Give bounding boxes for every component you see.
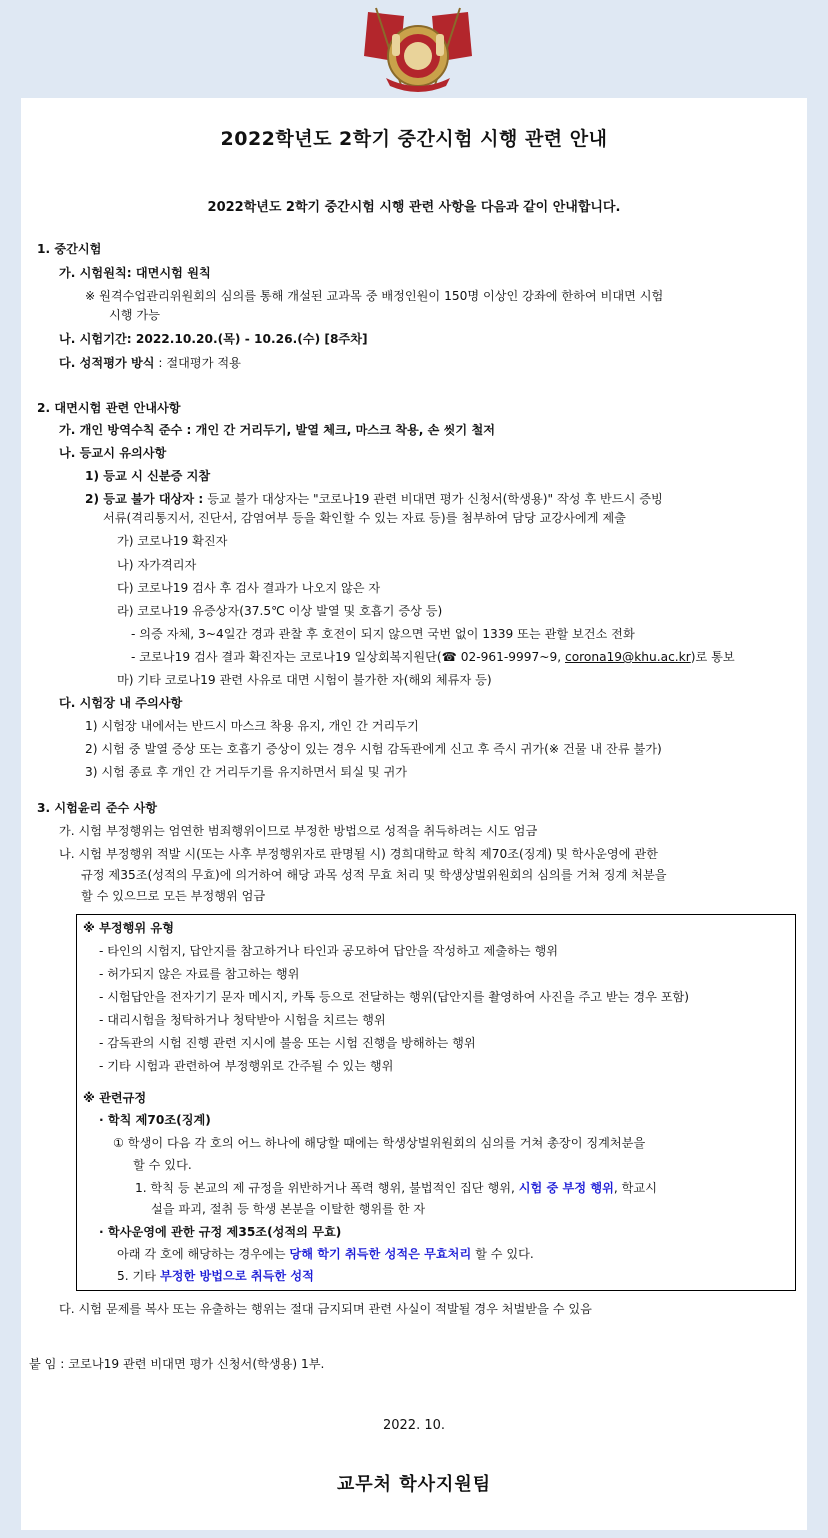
s3-item-b-cont-2: 할 수 있으므로 모든 부정행위 엄금 xyxy=(81,889,266,903)
s1-item-a: 가. 시험원칙: 대면시험 원칙 xyxy=(59,266,211,280)
reg-1-line-3: 1. 학칙 등 본교의 제 규정을 위반하거나 폭력 행위, 불법적인 집단 행위, 시험 중 부정 행위, 학교시 xyxy=(135,1181,657,1195)
s1-item-a-note-cont: 시행 가능 xyxy=(109,308,160,322)
s2-item-b2: 2) 등교 불가 대상자 : 등교 불가 대상자는 "코로나19 관련 비대면 평가 신청서(학생용)" 작성 후 반드시 증빙 xyxy=(85,492,663,506)
s2-b2-ra-1: - 의증 자체, 3~4일간 경과 관찰 후 호전이 되지 않으면 국번 없이 1339 또는 관할 보건소 전화 xyxy=(131,627,635,641)
s2-item-b2-cont: 서류(격리통지서, 진단서, 감염여부 등을 확인할 수 있는 자료 등)를 첨부하여 담당 교강사에게 제출 xyxy=(103,511,626,525)
regulations-heading: ※ 관련규정 xyxy=(83,1091,147,1105)
misconduct-type-1: - 타인의 시험지, 답안지를 참고하거나 타인과 공모하여 답안을 작성하고 제출하는 행위 xyxy=(99,944,559,958)
s3-item-b: 나. 시험 부정행위 적발 시(또는 사후 부정행위자로 판명될 시) 경희대학교 학칙 제70조(징계) 및 학사운영에 관한 xyxy=(59,847,658,861)
s2-b2-ra: 라) 코로나19 유증상자(37.5℃ 이상 발열 및 호흡기 증상 등) xyxy=(117,604,443,618)
s3-item-b-cont-1: 규정 제35조(성적의 무효)에 의거하여 해당 과목 성적 무효 처리 및 학생상벌위원회의 심의를 거쳐 징계 처분을 xyxy=(81,868,667,882)
s1-item-c: 다. 성적평가 방식 : 절대평가 적용 xyxy=(59,356,241,370)
s2-item-b: 나. 등교시 유의사항 xyxy=(59,446,167,460)
section-1-heading: 1. 중간시험 xyxy=(37,242,102,256)
attachment-note: 붙 임 : 코로나19 관련 비대면 평가 신청서(학생용) 1부. xyxy=(29,1357,325,1371)
misconduct-type-5: - 감독관의 시험 진행 관련 지시에 불응 또는 시험 진행을 방해하는 행위 xyxy=(99,1036,476,1050)
reg-1-line-1: ① 학생이 다음 각 호의 어느 하나에 해당할 때에는 학생상벌위원회의 심의를 거쳐 총장이 징계처분을 xyxy=(113,1136,646,1150)
issuing-office: 교무처 학사지원팀 xyxy=(336,1474,492,1495)
reg-2-line-1: 아래 각 호에 해당하는 경우에는 당해 학기 취득한 성적은 무효처리 할 수 있다. xyxy=(117,1247,534,1261)
misconduct-type-4: - 대리시험을 청탁하거나 청탁받아 시험을 치르는 행위 xyxy=(99,1013,386,1027)
misconduct-types-heading: ※ 부정행위 유형 xyxy=(83,921,174,935)
s2-c2: 2) 시험 중 발열 증상 또는 호흡기 증상이 있는 경우 시험 감독관에게 신고 후 즉시 귀가(※ 건물 내 잔류 불가) xyxy=(85,742,662,756)
reg-2-title: · 학사운영에 관한 규정 제35조(성적의 무효) xyxy=(99,1225,342,1239)
s1-item-a-note: ※ 원격수업관리위원회의 심의를 통해 개설된 교과목 중 배정인원이 150명 이상인 강좌에 한하여 비대면 시험 xyxy=(85,289,664,303)
misconduct-box xyxy=(76,914,796,1291)
intro-text: 2022학년도 2학기 중간시험 시행 관련 사항을 다음과 같이 안내합니다. xyxy=(207,200,621,215)
contact-email-link[interactable]: corona19@khu.ac.kr xyxy=(565,650,691,664)
misconduct-type-2: - 허가되지 않은 자료를 참고하는 행위 xyxy=(99,967,300,981)
s2-b2-da: 다) 코로나19 검사 후 검사 결과가 나오지 않은 자 xyxy=(117,581,381,595)
s2-c1: 1) 시험장 내에서는 반드시 마스크 착용 유지, 개인 간 거리두기 xyxy=(85,719,419,733)
section-3-heading: 3. 시험윤리 준수 사항 xyxy=(37,801,158,815)
s3-item-a: 가. 시험 부정행위는 엄연한 범죄행위이므로 부정한 방법으로 성적을 취득하려는 시도 엄금 xyxy=(59,824,538,838)
s2-b2-ma: 마) 기타 코로나19 관련 사유로 대면 시험이 불가한 자(해외 체류자 등) xyxy=(117,673,492,687)
notice-date: 2022. 10. xyxy=(382,1418,446,1433)
s2-item-a: 가. 개인 방역수칙 준수 : 개인 간 거리두기, 발열 체크, 마스크 착용, 손 씻기 철저 xyxy=(59,423,495,437)
university-emblem-icon xyxy=(362,6,474,94)
reg-1-title: · 학칙 제70조(징계) xyxy=(99,1113,211,1127)
s1-item-b: 나. 시험기간: 2022.10.20.(목) - 10.26.(수) [8주차] xyxy=(59,332,368,346)
notice-paper xyxy=(21,98,807,1530)
reg-1-line-2: 할 수 있다. xyxy=(133,1158,192,1172)
misconduct-type-3: - 시험답안을 전자기기 문자 메시지, 카톡 등으로 전달하는 행위(답안지를 촬영하여 사진을 주고 받는 경우 포함) xyxy=(99,990,690,1004)
s2-item-c: 다. 시험장 내 주의사항 xyxy=(59,696,183,710)
section-2-heading: 2. 대면시험 관련 안내사항 xyxy=(37,401,181,415)
s2-b2-ga: 가) 코로나19 확진자 xyxy=(117,534,228,548)
s3-item-c: 다. 시험 문제를 복사 또는 유출하는 행위는 절대 금지되며 관련 사실이 적발될 경우 처벌받을 수 있음 xyxy=(59,1302,592,1316)
reg-2-line-2: 5. 기타 부정한 방법으로 취득한 성적 xyxy=(117,1269,314,1283)
s2-c3: 3) 시험 종료 후 개인 간 거리두기를 유지하면서 퇴실 및 귀가 xyxy=(85,765,408,779)
s2-b2-na: 나) 자가격리자 xyxy=(117,558,197,572)
s2-item-b1: 1) 등교 시 신분증 지참 xyxy=(85,469,211,483)
misconduct-type-6: - 기타 시험과 관련하여 부정행위로 간주될 수 있는 행위 xyxy=(99,1059,394,1073)
s2-b2-ra-2: - 코로나19 검사 결과 확진자는 코로나19 일상회복지원단(☎ 02-961-9997~9, corona19@khu.ac.kr)로 통보 xyxy=(131,650,735,664)
page-title: 2022학년도 2학기 중간시험 시행 관련 안내 xyxy=(220,128,608,150)
reg-1-line-4: 설을 파괴, 절취 등 학생 본분을 이탈한 행위를 한 자 xyxy=(151,1202,426,1216)
